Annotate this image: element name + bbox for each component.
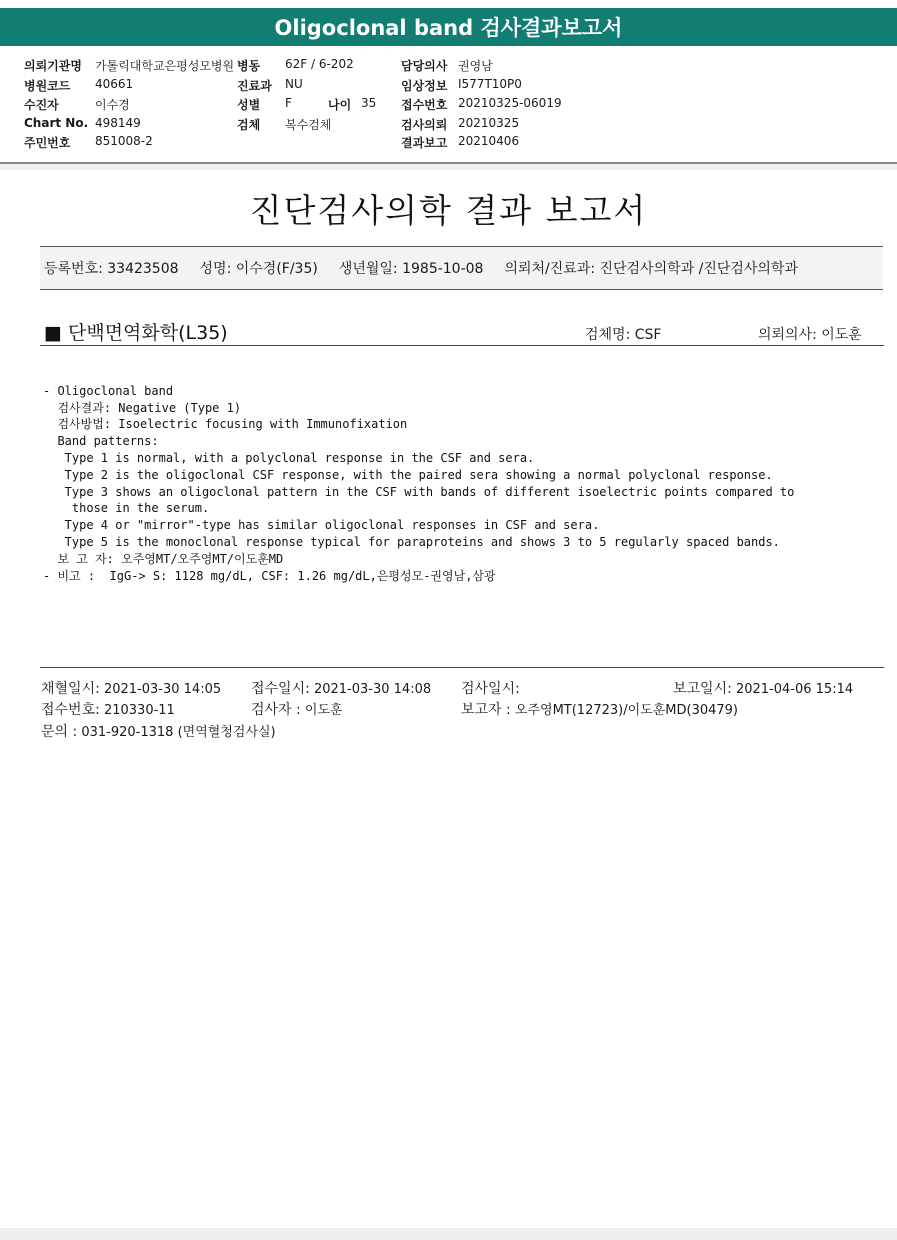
reporter: 보고자 : 오주영MT(12723)/이도훈MD(30479)	[461, 702, 738, 718]
result-line: - 비고 : IgG-> S: 1128 mg/dL, CSF: 1.26 mg/dL,은평성모-권영남,삼광	[43, 568, 496, 583]
report-banner	[0, 8, 897, 46]
result-line: Type 3 shows an oligoclonal pattern in the CSF with bands of different isoelectric points compared to	[43, 484, 795, 499]
patient-reg-no: 등록번호: 33423508	[44, 261, 179, 277]
section-title: 단백면역화학(L35)	[68, 322, 228, 344]
header-resident-no: 주민번호 851008-2	[24, 134, 153, 150]
result-line: Type 1 is normal, with a polyclonal response in the CSF and sera.	[43, 450, 535, 465]
header-chart-no: Chart No. 498149	[24, 116, 141, 130]
specimen-name: 검체명: CSF	[585, 327, 662, 343]
header-clinical-info: 임상정보 I577T10P0	[401, 77, 522, 93]
result-line: Type 2 is the oligoclonal CSF response, with the paired sera showing a normal polyclonal response.	[43, 467, 773, 482]
requesting-doctor: 의뢰의사: 이도훈	[758, 327, 862, 343]
result-line: Type 5 is the monoclonal response typical for paraproteins and shows 3 to 5 regularly spaced bands.	[43, 534, 780, 549]
header-report-date: 결과보고 20210406	[401, 134, 520, 150]
result-line: Type 4 or "mirror"-type has similar oligoclonal responses in CSF and sera.	[43, 518, 600, 533]
receive-datetime: 접수일시: 2021-03-30 14:08	[251, 681, 432, 697]
report-title: 진단검사의학 결과 보고서	[249, 191, 648, 230]
receipt-number: 접수번호: 210330-11	[41, 702, 175, 718]
patient-dept: 의뢰처/진료과: 진단검사의학과 /진단검사의학과	[504, 261, 798, 277]
header-hospital-name: 의뢰기관명 가톨릭대학교은평성모병원	[24, 59, 235, 73]
patient-dob: 생년월일: 1985-10-08	[338, 261, 484, 277]
header-hospital-code: 병원코드 40661	[24, 77, 134, 93]
result-line: Band patterns:	[43, 434, 159, 449]
header-accession-no: 접수번호 20210325-06019	[401, 96, 562, 112]
banner-title: Oligoclonal band 검사결과보고서	[274, 16, 623, 40]
header-attending: 담당의사 권영남	[401, 59, 493, 73]
header-department: 진료과 NU	[237, 77, 303, 93]
collect-datetime: 채혈일시: 2021-03-30 14:05	[41, 681, 222, 697]
footer-divider	[40, 667, 884, 668]
result-body	[43, 366, 794, 601]
report-datetime: 보고일시: 2021-04-06 15:14	[673, 681, 854, 697]
patient-info-bar	[40, 246, 883, 290]
section-heading	[44, 318, 228, 345]
contact: 문의 : 031-920-1318 (면역혈청검사실)	[41, 724, 276, 740]
result-line: - Oligoclonal band	[43, 383, 174, 398]
square-bullet-icon: ■	[44, 322, 62, 344]
footer-band	[0, 1228, 897, 1240]
result-line: 보 고 자: 오주영MT/오주영MT/이도훈MD	[43, 551, 284, 566]
header-ward: 병동 62F / 6-202	[237, 57, 354, 73]
section-divider	[40, 345, 884, 346]
result-line: 검사결과: Negative (Type 1)	[43, 400, 242, 415]
result-line: 검사방법: Isoelectric focusing with Immunofixation	[43, 417, 408, 432]
tester: 검사자 : 이도훈	[251, 702, 343, 718]
header-age: 나이 35	[328, 96, 377, 112]
header-specimen: 검체 복수검체	[237, 118, 332, 132]
test-datetime: 검사일시:	[461, 681, 520, 697]
header-request-date: 검사의뢰 20210325	[401, 116, 520, 132]
header-band	[0, 164, 897, 170]
header-sex: 성별 F	[237, 96, 292, 112]
patient-name: 성명: 이수경(F/35)	[199, 261, 318, 277]
header-patient-name: 수진자 이수경	[24, 98, 130, 112]
result-line: those in the serum.	[43, 501, 210, 516]
